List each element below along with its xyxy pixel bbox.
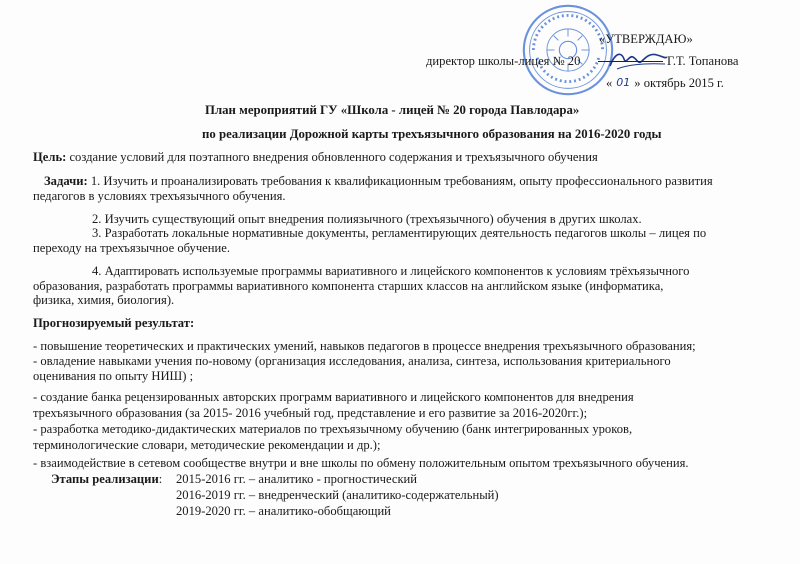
signature-line [598, 61, 663, 62]
result-4-continued: терминологические словари, методические рекомендации и др.); [33, 438, 381, 452]
director-name: Г.Т. Топанова [667, 54, 739, 68]
stages-heading [51, 472, 162, 487]
task-4: 4. Адаптировать используемые программы вариативного и лицейского компонентов к условиям трёхъязычного [92, 264, 690, 278]
date-open-quote: « [606, 76, 613, 90]
result-2-continued: оценивания по опыту НИШ) ; [33, 369, 194, 383]
task-3: 3. Разработать локальные нормативные документы, регламентирующих деятельность педагогов школы – лицея по [92, 226, 707, 240]
document-title-line2: по реализации Дорожной карты трехъязычного образования на 2016-2020 годы [202, 127, 662, 141]
task-3-continued: переходу на трехъязычное обучение. [33, 241, 230, 255]
approval-header: «УТВЕРЖДАЮ» [599, 32, 693, 46]
task-2: 2. Изучить существующий опыт внедрения полиязычного (трехъязычного) обучения в других школах. [92, 212, 642, 226]
stages-label: Этапы реализации [51, 472, 159, 486]
result-3: - создание банка рецензированных авторских программ вариативного и лицейского компонентов для внедрения [33, 390, 634, 404]
stages-colon: : [158, 472, 163, 486]
official-stamp [520, 2, 616, 98]
stage-1: 2015-2016 гг. – аналитико - прогностический [176, 472, 418, 486]
task-4-continued-1: образования, разработать программы вариативного компонента старших классов на английском языке (информатика, [33, 279, 664, 293]
director-signature [607, 47, 669, 73]
date-day-handwritten: 01 [616, 76, 631, 89]
task-1-continued: педагогов в условиях трехъязычного обучения. [33, 189, 286, 203]
result-1: - повышение теоретических и практических умений, навыков педагогов в процессе внедрения трехъязычного образования; [33, 339, 696, 353]
results-label: Прогнозируемый результат: [33, 316, 195, 330]
stage-2: 2016-2019 гг. – внедренческий (аналитико-содержательный) [176, 488, 499, 502]
task-1-text: 1. Изучить и проанализировать требования к квалификационным требованиям, опыту профессионального развития [87, 174, 713, 188]
goal-label: Цель: [33, 150, 67, 164]
result-3-continued: трехъязычного образования (за 2015- 2016 учебный год, представление и его развитие за 2016-2020гг.); [33, 406, 588, 420]
result-2: - овладение навыками учения по-новому (организация исследования, анализа, синтеза, использования критериального [33, 354, 671, 368]
tasks-label: Задачи: [44, 174, 88, 188]
result-5: - взаимодействие в сетевом сообществе внутри и вне школы по обмену положительным опытом трехъязычного обучения. [33, 456, 689, 470]
result-4: - разработка методико-дидактических материалов по трехъязычному обучению (банк интегрированных уроков, [33, 422, 633, 436]
stage-3: 2019-2020 гг. – аналитико-обобщающий [176, 504, 391, 518]
tasks-line-1 [44, 174, 713, 189]
director-title: директор школы-лицея № 20 [426, 54, 581, 68]
task-4-continued-2: физика, химия, биология). [33, 293, 175, 307]
date-month-year: » октябрь 2015 г. [634, 76, 724, 90]
approval-date [606, 76, 724, 91]
document-title-line1: План мероприятий ГУ «Школа - лицей № 20 города Павлодара» [205, 103, 580, 117]
goal-line [33, 150, 598, 165]
goal-text: создание условий для поэтапного внедрения обновленного содержания и трехъязычного обучения [66, 150, 598, 164]
